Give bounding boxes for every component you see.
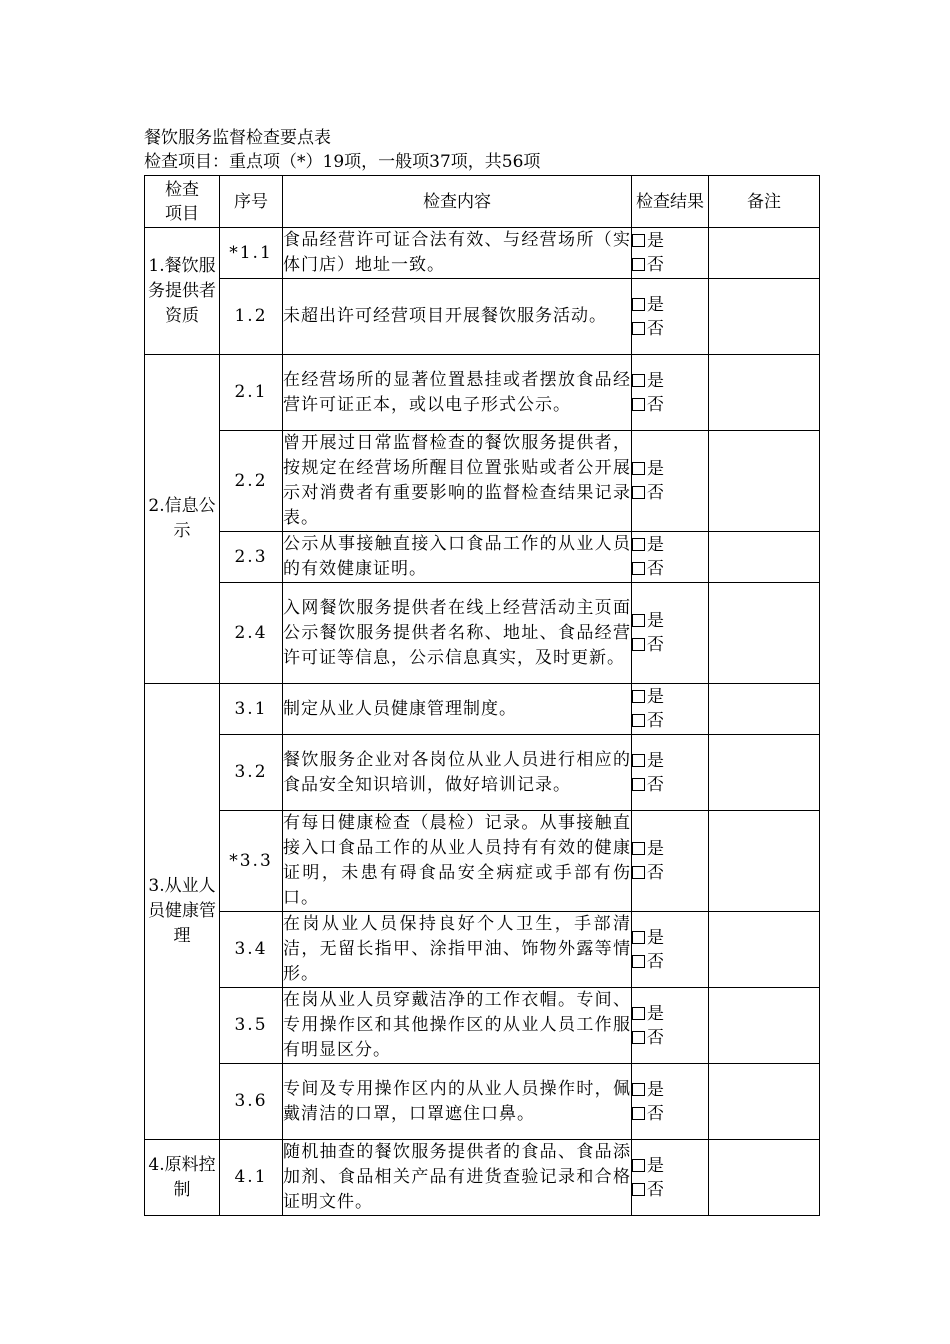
result-option-yes[interactable] (632, 749, 708, 773)
result-option-no[interactable] (632, 557, 708, 581)
result-option-no[interactable] (632, 633, 708, 657)
remark-cell[interactable] (709, 279, 820, 355)
result-cell (632, 532, 709, 583)
result-option-label: 是 (647, 370, 664, 391)
checkbox-icon[interactable] (632, 866, 645, 879)
result-option-label: 否 (647, 951, 664, 972)
result-option-label: 否 (647, 318, 664, 339)
table-header-row (145, 176, 820, 228)
seq-cell: 3.4 (220, 912, 283, 988)
result-option-yes[interactable] (632, 369, 708, 393)
result-option-no[interactable] (632, 393, 708, 417)
checkbox-icon[interactable] (632, 778, 645, 791)
checkbox-icon[interactable] (632, 614, 645, 627)
checkbox-icon[interactable] (632, 298, 645, 311)
header-category-label: 检查项目 (165, 179, 199, 224)
table-row (145, 355, 820, 431)
seq-cell: 2.3 (220, 532, 283, 583)
remark-cell[interactable] (709, 532, 820, 583)
seq-cell: 4.1 (220, 1140, 283, 1216)
content-cell: 在岗从业人员穿戴洁净的工作衣帽。专间、专用操作区和其他操作区的从业人员工作服有明显区分。 (283, 988, 632, 1064)
header-category (145, 176, 220, 228)
checkbox-icon[interactable] (632, 1007, 645, 1020)
checkbox-icon[interactable] (632, 1031, 645, 1044)
table-row (145, 988, 820, 1064)
category-cell (145, 355, 220, 684)
table-row (145, 912, 820, 988)
remark-cell[interactable] (709, 228, 820, 279)
result-option-label: 是 (647, 611, 664, 631)
table-row (145, 583, 820, 684)
content-cell: 有每日健康检查（晨检）记录。从事接触直接入口食品工作的从业人员持有有效的健康证明，未患有碍食品安全病症或手部有伤口。 (283, 811, 632, 912)
checkbox-icon[interactable] (632, 462, 645, 475)
checkbox-icon[interactable] (632, 931, 645, 944)
result-option-yes[interactable] (632, 1002, 708, 1026)
checkbox-icon[interactable] (632, 690, 645, 703)
checkbox-icon[interactable] (632, 538, 645, 551)
result-option-label: 是 (647, 294, 664, 315)
result-option-no[interactable] (632, 1026, 708, 1050)
document-subtitle: 检查项目：重点项（*）19项，一般项37项，共56项 (144, 152, 541, 172)
result-cell (632, 1140, 709, 1216)
remark-cell[interactable] (709, 912, 820, 988)
result-option-label: 否 (647, 255, 664, 275)
result-option-label: 是 (647, 231, 664, 251)
result-option-no[interactable] (632, 1178, 708, 1202)
content-cell: 公示从事接触直接入口食品工作的从业人员的有效健康证明。 (283, 532, 632, 583)
content-cell: 在岗从业人员保持良好个人卫生，手部清洁，无留长指甲、涂指甲油、饰物外露等情形。 (283, 912, 632, 988)
table-row (145, 1140, 820, 1216)
remark-cell[interactable] (709, 583, 820, 684)
result-option-yes[interactable] (632, 457, 708, 481)
header-remark: 备注 (709, 176, 820, 228)
checkbox-icon[interactable] (632, 322, 645, 335)
table-row (145, 228, 820, 279)
checkbox-icon[interactable] (632, 562, 645, 575)
result-cell (632, 1064, 709, 1140)
result-option-no[interactable] (632, 481, 708, 505)
result-option-label: 是 (647, 1155, 664, 1176)
result-option-yes[interactable] (632, 229, 708, 253)
content-cell: 食品经营许可证合法有效、与经营场所（实体门店）地址一致。 (283, 228, 632, 279)
result-option-label: 是 (647, 839, 664, 859)
result-option-yes[interactable] (632, 293, 708, 317)
seq-cell: 3.6 (220, 1064, 283, 1140)
checkbox-icon[interactable] (632, 234, 645, 247)
header-content: 检查内容 (283, 176, 632, 228)
remark-cell[interactable] (709, 735, 820, 811)
seq-cell: 3.2 (220, 735, 283, 811)
content-cell: 餐饮服务企业对各岗位从业人员进行相应的食品安全知识培训，做好培训记录。 (283, 735, 632, 811)
header-result-label: 检查结果 (636, 191, 704, 212)
remark-cell[interactable] (709, 684, 820, 735)
checkbox-icon[interactable] (632, 486, 645, 499)
result-option-label: 是 (647, 927, 664, 948)
result-option-label: 是 (647, 535, 664, 555)
result-cell (632, 279, 709, 355)
result-cell (632, 684, 709, 735)
checkbox-icon[interactable] (632, 842, 645, 855)
result-option-label: 否 (647, 774, 664, 795)
seq-cell: *1.1 (220, 228, 283, 279)
result-cell (632, 735, 709, 811)
result-option-label: 否 (647, 1027, 664, 1048)
result-option-label: 否 (647, 711, 664, 731)
seq-cell: 2.2 (220, 431, 283, 532)
category-label: 1.餐饮服务提供者资质 (148, 255, 216, 326)
checkbox-icon[interactable] (632, 1083, 645, 1096)
checkbox-icon[interactable] (632, 638, 645, 651)
checkbox-icon[interactable] (632, 1183, 645, 1196)
result-cell (632, 583, 709, 684)
checkbox-icon[interactable] (632, 374, 645, 387)
checkbox-icon[interactable] (632, 398, 645, 411)
result-option-label: 否 (647, 635, 664, 655)
result-option-label: 否 (647, 483, 664, 503)
table-row (145, 1064, 820, 1140)
table-row (145, 735, 820, 811)
seq-cell: 2.1 (220, 355, 283, 431)
result-option-label: 否 (647, 1103, 664, 1124)
header-result (632, 176, 709, 228)
result-cell (632, 431, 709, 532)
seq-cell: 3.1 (220, 684, 283, 735)
result-option-yes[interactable] (632, 1078, 708, 1102)
result-option-yes[interactable] (632, 837, 708, 861)
result-cell (632, 228, 709, 279)
result-option-label: 是 (647, 687, 664, 707)
remark-cell[interactable] (709, 1140, 820, 1216)
content-cell: 入网餐饮服务提供者在线上经营活动主页面公示餐饮服务提供者名称、地址、食品经营许可证等信息，公示信息真实，及时更新。 (283, 583, 632, 684)
result-option-label: 是 (647, 459, 664, 479)
result-option-yes[interactable] (632, 1154, 708, 1178)
inspection-table (144, 175, 820, 1216)
result-option-yes[interactable] (632, 685, 708, 709)
table-row (145, 684, 820, 735)
content-cell: 曾开展过日常监督检查的餐饮服务提供者，按规定在经营场所醒目位置张贴或者公开展示对消费者有重要影响的监督检查结果记录表。 (283, 431, 632, 532)
content-cell: 未超出许可经营项目开展餐饮服务活动。 (283, 279, 632, 355)
result-option-label: 否 (647, 863, 664, 883)
result-option-yes[interactable] (632, 533, 708, 557)
header-seq: 序号 (220, 176, 283, 228)
result-option-no[interactable] (632, 253, 708, 277)
checkbox-icon[interactable] (632, 1107, 645, 1120)
result-option-yes[interactable] (632, 926, 708, 950)
category-label: 3.从业人员健康管理 (148, 876, 216, 946)
remark-cell[interactable] (709, 431, 820, 532)
table-row (145, 279, 820, 355)
content-cell: 制定从业人员健康管理制度。 (283, 684, 632, 735)
category-label: 2.信息公示 (148, 496, 216, 541)
table-body (145, 228, 820, 1216)
seq-cell: 3.5 (220, 988, 283, 1064)
result-option-label: 是 (647, 1003, 664, 1024)
result-cell (632, 988, 709, 1064)
result-option-no[interactable] (632, 709, 708, 733)
content-cell: 专间及专用操作区内的从业人员操作时，佩戴清洁的口罩，口罩遮住口鼻。 (283, 1064, 632, 1140)
remark-cell[interactable] (709, 811, 820, 912)
table-row (145, 811, 820, 912)
remark-cell[interactable] (709, 988, 820, 1064)
category-cell (145, 1140, 220, 1216)
checkbox-icon[interactable] (632, 754, 645, 767)
result-option-no[interactable] (632, 861, 708, 885)
result-option-label: 否 (647, 394, 664, 415)
result-option-no[interactable] (632, 773, 708, 797)
result-option-no[interactable] (632, 317, 708, 341)
category-cell (145, 684, 220, 1140)
result-cell (632, 811, 709, 912)
table-row (145, 431, 820, 532)
checkbox-icon[interactable] (632, 258, 645, 271)
document-title: 餐饮服务监督检查要点表 (144, 128, 331, 148)
result-cell (632, 912, 709, 988)
remark-cell[interactable] (709, 1064, 820, 1140)
seq-cell: 1.2 (220, 279, 283, 355)
seq-cell: *3.3 (220, 811, 283, 912)
content-cell: 随机抽查的餐饮服务提供者的食品、食品添加剂、食品相关产品有进货查验记录和合格证明文件。 (283, 1140, 632, 1216)
seq-cell: 2.4 (220, 583, 283, 684)
result-cell (632, 355, 709, 431)
remark-cell[interactable] (709, 355, 820, 431)
result-option-label: 是 (647, 750, 664, 771)
table-row (145, 532, 820, 583)
category-label: 4.原料控制 (148, 1154, 216, 1200)
result-option-no[interactable] (632, 950, 708, 974)
result-option-yes[interactable] (632, 609, 708, 633)
content-cell: 在经营场所的显著位置悬挂或者摆放食品经营许可证正本，或以电子形式公示。 (283, 355, 632, 431)
checkbox-icon[interactable] (632, 955, 645, 968)
checkbox-icon[interactable] (632, 714, 645, 727)
result-option-label: 否 (647, 1179, 664, 1200)
category-cell (145, 228, 220, 355)
checkbox-icon[interactable] (632, 1159, 645, 1172)
result-option-no[interactable] (632, 1102, 708, 1126)
result-option-label: 否 (647, 559, 664, 579)
result-option-label: 是 (647, 1079, 664, 1100)
